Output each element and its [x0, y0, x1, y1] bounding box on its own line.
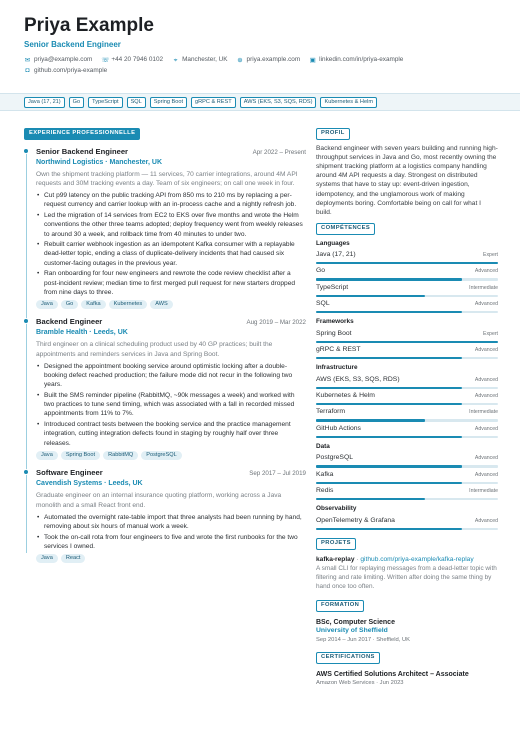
skill-level: Intermediate	[469, 284, 498, 291]
skill-item	[316, 267, 498, 280]
education-meta: Sep 2014 – Jun 2017 · Sheffield, UK	[316, 636, 410, 643]
job-dates: Aug 2019 – Mar 2022	[246, 319, 306, 327]
skill-group-title: Data	[316, 443, 330, 451]
skill-name: Kafka	[316, 470, 334, 478]
skill-name: Terraform	[316, 408, 346, 416]
project-description: A small CLI for replaying messages from a dead-letter topic with filtering and rate limiting. Written after doing the same thing by hand once too often.	[316, 565, 497, 591]
skill-level: Advanced	[474, 425, 498, 432]
contact-website[interactable]	[237, 56, 301, 64]
contact-email[interactable]	[24, 56, 92, 64]
contact-text: github.com/priya-example	[34, 66, 108, 74]
skill-track	[316, 498, 498, 501]
resume-header	[24, 16, 504, 75]
certifications-heading: CERTIFICATIONS	[316, 652, 380, 664]
skill-level: Advanced	[474, 301, 498, 308]
contact-location	[172, 56, 227, 64]
tech-tag: Java	[36, 554, 58, 563]
skill-name: Spring Boot	[316, 329, 352, 337]
job-bullet: • Ran onboarding for four new engineers and rewrote the code review checklist after a post-incident review; median time to first merged pull request for new starters dropped from nine days to three.	[36, 269, 306, 297]
linkedin-icon: ▣	[309, 56, 316, 64]
job-company: Bramble Health · Leeds, UK	[36, 329, 128, 337]
competences-heading: COMPÉTENCES	[316, 223, 375, 235]
skill-item	[316, 392, 498, 405]
skill-track	[316, 262, 498, 265]
skill-name: Kubernetes & Helm	[316, 392, 375, 400]
skill-level: Advanced	[474, 347, 498, 354]
timeline-line	[26, 151, 27, 554]
job-role: Backend Engineer	[36, 317, 103, 327]
tech-tag: Kubernetes	[109, 300, 148, 309]
skill-fill	[316, 357, 462, 360]
skill-name: AWS (EKS, S3, SQS, RDS)	[316, 375, 400, 383]
job-bullets	[36, 191, 306, 297]
skill-item	[316, 251, 498, 264]
contact-text: priya@example.com	[34, 56, 93, 64]
skill-track	[316, 311, 498, 314]
skill-track	[316, 341, 498, 344]
skill-name: SQL	[316, 300, 330, 308]
tech-tag: AWS	[150, 300, 173, 309]
skill-track	[316, 528, 498, 531]
job-bullet: • Built the SMS reminder pipeline (RabbitMQ, ~90k messages a week) and worked with two practices to tune send timing, which was associated with a fall in recorded missed appointments from 11% to 7%.	[36, 391, 306, 419]
skill-level: Expert	[483, 330, 498, 337]
job-bullets	[36, 362, 306, 448]
job-bullet: • Cut p99 latency on the public tracking API from 850 ms to 210 ms by replacing a per-request currency and carrier lookup with an in-process cache and a nightly refresh job.	[36, 191, 306, 209]
contact-text: +44 20 7946 0102	[111, 56, 164, 64]
skill-fill	[316, 387, 462, 390]
skill-track	[316, 419, 498, 422]
skill-level: Advanced	[474, 376, 498, 383]
skill-level: Expert	[483, 252, 498, 259]
timeline-dot	[23, 469, 29, 475]
skill-name: OpenTelemetry & Grafana	[316, 516, 395, 524]
skill-chip: gRPC & REST	[191, 97, 236, 108]
job-bullet: • Led the migration of 14 services from EC2 to EKS over five months and wrote the Helm conventions the other three teams adopted; deploy frequency went from weekly releases to around 30 a week, and rollback time from 40 minutes to under two.	[36, 211, 306, 239]
skill-fill	[316, 465, 462, 468]
mail-icon: ✉	[24, 56, 31, 64]
skill-item	[316, 346, 498, 359]
skill-name: gRPC & REST	[316, 346, 361, 354]
job-role: Software Engineer	[36, 468, 103, 478]
skill-fill	[316, 262, 498, 265]
skills-strip	[0, 93, 520, 111]
skill-name: GitHub Actions	[316, 424, 361, 432]
job-entry	[36, 147, 306, 310]
skill-level: Advanced	[474, 517, 498, 524]
skill-track	[316, 436, 498, 439]
skill-chip: Java (17, 21)	[24, 97, 65, 108]
skill-level: Intermediate	[469, 488, 498, 495]
candidate-title: Senior Backend Engineer	[24, 39, 121, 49]
experience-heading: EXPERIENCE PROFESSIONNELLE	[24, 128, 140, 140]
sidebar-column	[316, 128, 498, 687]
contact-text: linkedin.com/in/priya-example	[319, 56, 404, 64]
skill-fill	[316, 403, 462, 406]
phone-icon: ☏	[101, 56, 110, 64]
skill-item	[316, 471, 498, 484]
skill-item	[316, 284, 498, 297]
skill-chip: Go	[69, 97, 84, 108]
contact-list	[24, 56, 484, 75]
job-role: Senior Backend Engineer	[36, 146, 128, 156]
globe-icon: ⊕	[237, 56, 243, 64]
contact-text: Manchester, UK	[182, 56, 228, 64]
tech-tag: PostgreSQL	[141, 451, 181, 460]
project-name: kafka-replay	[316, 555, 355, 563]
job-company: Cavendish Systems · Leeds, UK	[36, 480, 143, 488]
skill-chip: Spring Boot	[150, 97, 187, 108]
certification-meta: Amazon Web Services · Jun 2023	[316, 679, 404, 686]
skill-level: Advanced	[474, 455, 498, 462]
tech-tag: Spring Boot	[61, 451, 100, 460]
skill-fill	[316, 311, 462, 314]
tech-tag: Java	[36, 300, 58, 309]
skill-track	[316, 278, 498, 281]
contact-text: priya.example.com	[246, 56, 301, 64]
profile-heading: PROFIL	[316, 128, 350, 140]
education-school: University of Sheffield	[316, 626, 388, 634]
job-company: Northwind Logistics · Manchester, UK	[36, 158, 163, 166]
skill-level: Advanced	[474, 393, 498, 400]
skill-name: Java (17, 21)	[316, 251, 356, 259]
skill-track	[316, 387, 498, 390]
profile-text: Backend engineer with seven years building and running high-throughput services in Java and Go, most recently owning the shipment tracking platform at a logistics company handling around 4M API requests a day. Strongest on distributed systems that have to stay up: event-driven ingestion, idempotency, and the unglamorous work of making deployments boring. Comfortable being on call for what I build.	[316, 144, 498, 217]
skill-item	[316, 300, 498, 313]
experience-column	[24, 128, 306, 571]
contact-github[interactable]	[24, 67, 107, 75]
certification-name: AWS Certified Solutions Architect – Associate	[316, 670, 469, 678]
education-degree: BSc, Computer Science	[316, 618, 395, 626]
job-bullet: • Introduced contract tests between the booking service and the practice management integration, cutting integration defects found in staging by roughly half over three releases.	[36, 420, 306, 448]
job-bullet: • Took the on-call rota from four engineers to five and wrote the first runbooks for the two services I owned.	[36, 533, 306, 551]
skill-track	[316, 482, 498, 485]
skill-track	[316, 295, 498, 298]
job-dates: Sep 2017 – Jul 2019	[249, 470, 306, 478]
job-entry	[36, 468, 306, 563]
skill-item	[316, 487, 498, 500]
skill-chip: SQL	[127, 97, 146, 108]
tech-tag: React	[61, 554, 86, 563]
candidate-name: Priya Example	[24, 15, 154, 36]
skill-level: Advanced	[474, 268, 498, 275]
project-link[interactable]: github.com/priya-example/kafka-replay	[360, 555, 474, 563]
skill-track	[316, 357, 498, 360]
skill-track	[316, 465, 498, 468]
skill-fill	[316, 482, 462, 485]
skill-item	[316, 454, 498, 467]
skill-name: TypeScript	[316, 283, 349, 291]
project-separator: ·	[356, 555, 359, 563]
tech-tag: Go	[61, 300, 78, 309]
skill-chip: AWS (EKS, S3, SQS, RDS)	[240, 97, 317, 108]
github-icon: ◘	[25, 67, 30, 75]
job-entry	[36, 317, 306, 460]
skill-item	[316, 330, 498, 343]
job-description: Graduate engineer on an internal insurance quoting platform, working across a Java monolith and a small React front end.	[36, 492, 282, 509]
skill-group-title: Infrastructure	[316, 364, 358, 372]
job-bullet: • Rebuilt carrier webhook ingestion as an idempotent Kafka consumer with a replayable dead-letter topic, ending a class of duplicate-delivery incidents that had caused six customer-facing outages in the previous year.	[36, 240, 306, 268]
skill-item	[316, 408, 498, 421]
contact-phone[interactable]	[101, 56, 163, 64]
project-title-line	[316, 556, 498, 565]
skill-fill	[316, 295, 425, 298]
job-bullet: • Designed the appointment booking service around optimistic locking after a double-booking defect reached production; the failure mode did not recur in the following two years.	[36, 362, 306, 390]
skill-level: Advanced	[474, 471, 498, 478]
projects-heading: PROJETS	[316, 538, 356, 550]
timeline-dot	[23, 148, 29, 154]
skill-name: Redis	[316, 487, 334, 495]
skill-fill	[316, 341, 498, 344]
job-bullets	[36, 513, 306, 551]
skill-name: PostgreSQL	[316, 454, 354, 462]
skill-fill	[316, 278, 462, 281]
skill-fill	[316, 436, 462, 439]
skill-level: Intermediate	[469, 409, 498, 416]
job-tags	[36, 300, 306, 309]
job-description: Own the shipment tracking platform — 11 services, 70 carrier integrations, around 4M API requests and 30M tracking events a day. Team of six engineers; on call one week in four.	[36, 170, 298, 187]
skill-fill	[316, 528, 462, 531]
job-tags	[36, 554, 306, 563]
skill-fill	[316, 498, 425, 501]
formation-heading: FORMATION	[316, 600, 364, 612]
location-icon: ⌖	[173, 56, 178, 64]
skill-track	[316, 403, 498, 406]
skill-item	[316, 517, 498, 530]
job-dates: Apr 2022 – Present	[252, 148, 306, 156]
experience-timeline	[24, 147, 306, 564]
skill-group-title: Frameworks	[316, 318, 354, 326]
tech-tag: Kafka	[81, 300, 105, 309]
skill-group-title: Languages	[316, 239, 350, 247]
timeline-dot	[23, 318, 29, 324]
tech-tag: RabbitMQ	[103, 451, 138, 460]
skill-item	[316, 376, 498, 389]
job-bullet: • Automated the overnight rate-table import that three analysts had been running by hand, removing about six hours of manual work a week.	[36, 513, 306, 531]
tech-tag: Java	[36, 451, 58, 460]
skill-name: Go	[316, 267, 326, 275]
job-description: Third engineer on a clinical scheduling product used by 40 GP practices; built the appointments and reminders services in Java and Spring Boot.	[36, 341, 273, 358]
contact-linkedin[interactable]	[309, 56, 403, 64]
skill-group-title: Observability	[316, 505, 357, 513]
skill-item	[316, 425, 498, 438]
skill-chip: Kubernetes & Helm	[320, 97, 377, 108]
skill-chip: TypeScript	[88, 97, 122, 108]
job-tags	[36, 451, 306, 460]
skill-fill	[316, 419, 425, 422]
